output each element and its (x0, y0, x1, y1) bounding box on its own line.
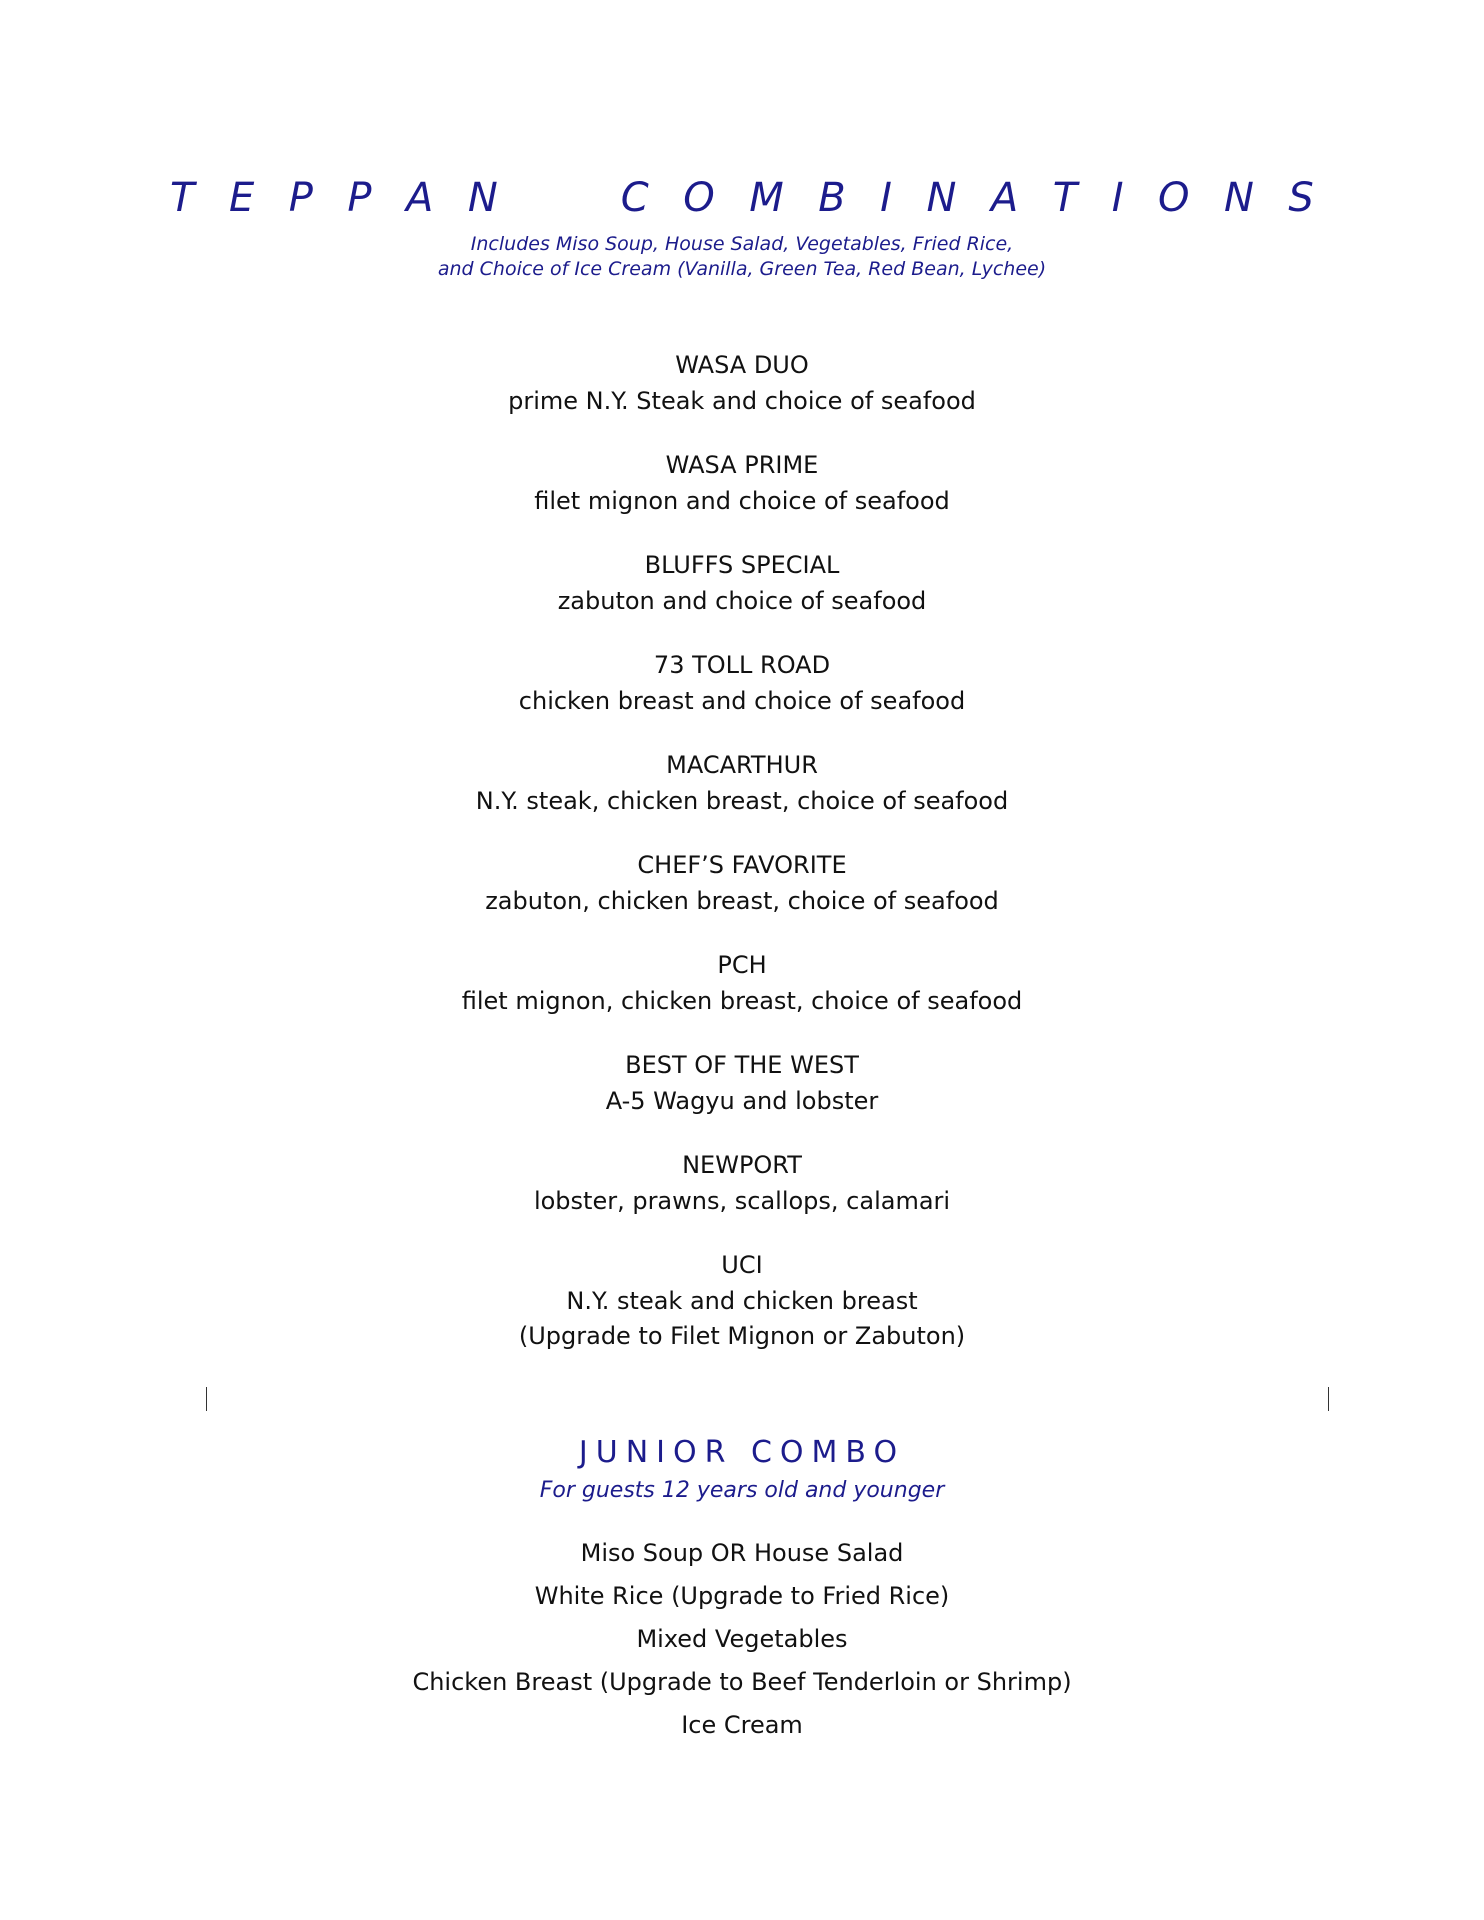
combo-description: N.Y. steak, chicken breast, choice of seafood (475, 786, 1009, 815)
column-marker-left (206, 1387, 207, 1411)
title-letter: N (1223, 175, 1254, 221)
junior-combo-title: JUNIOR COMBO (578, 1435, 906, 1470)
combo-item (0, 348, 1484, 419)
title-letter: I (1111, 175, 1124, 221)
combo-item (0, 1048, 1484, 1119)
junior-item: Ice Cream (681, 1711, 803, 1739)
combo-name: WASA PRIME (665, 451, 819, 479)
includes-note (0, 232, 1484, 282)
column-marker-right (1328, 1387, 1329, 1411)
combo-name: UCI (721, 1251, 763, 1279)
combo-name: BEST OF THE WEST (625, 1051, 859, 1079)
combo-name: NEWPORT (682, 1151, 802, 1179)
combo-description: lobster, prawns, scallops, calamari (533, 1186, 951, 1215)
combo-description: A-5 Wagyu and lobster (605, 1086, 879, 1115)
title-letter: T (170, 175, 195, 221)
combo-description: zabuton and choice of seafood (557, 586, 927, 615)
combo-item (0, 748, 1484, 819)
title-letter: S (1288, 175, 1314, 221)
title-letter: P (288, 175, 313, 221)
combo-description: zabuton, chicken breast, choice of seafood (485, 886, 999, 915)
combo-description: N.Y. steak and chicken breast (566, 1286, 918, 1315)
combo-item (0, 948, 1484, 1019)
combo-name: 73 TOLL ROAD (653, 651, 831, 679)
combo-item (0, 448, 1484, 519)
junior-item: Miso Soup OR House Salad (580, 1539, 904, 1567)
title-letter: A (405, 175, 434, 221)
includes-line-1: Includes Miso Soup, House Salad, Vegetables, Fried Rice, (470, 233, 1014, 255)
combo-description: filet mignon and choice of seafood (534, 486, 950, 515)
combo-name: BLUFFS SPECIAL (644, 551, 840, 579)
junior-combo-items (0, 1532, 1484, 1747)
title-letter: A (990, 175, 1019, 221)
junior-item: Chicken Breast (Upgrade to Beef Tenderloin or Shrimp) (412, 1668, 1072, 1696)
combo-item (0, 648, 1484, 719)
combo-list (0, 348, 1484, 1384)
title-letter: E (228, 175, 255, 221)
combo-name: CHEF’S FAVORITE (637, 851, 847, 879)
junior-item: White Rice (Upgrade to Fried Rice) (534, 1582, 950, 1610)
title-letter: N (467, 175, 498, 221)
combo-item (0, 848, 1484, 919)
combo-description: chicken breast and choice of seafood (518, 686, 966, 715)
page-title (170, 174, 1314, 222)
combo-name: WASA DUO (675, 351, 809, 379)
combo-item (0, 548, 1484, 619)
combo-name: MACARTHUR (666, 751, 818, 779)
combo-upgrade-note: (Upgrade to Filet Mignon or Zabuton) (518, 1322, 966, 1350)
combo-name: PCH (717, 951, 767, 979)
combo-item (0, 1248, 1484, 1355)
title-letter: M (749, 175, 784, 221)
title-letter: T (1052, 175, 1078, 221)
combo-item (0, 1148, 1484, 1219)
title-letter: I (880, 175, 892, 221)
title-letter: O (683, 175, 715, 221)
title-letter: B (818, 175, 846, 221)
junior-combo-subtitle: For guests 12 years old and younger (539, 1478, 945, 1503)
combo-description: prime N.Y. Steak and choice of seafood (508, 386, 976, 415)
title-word-gap (532, 174, 586, 222)
title-letter: O (1157, 175, 1190, 221)
junior-item: Mixed Vegetables (636, 1625, 848, 1653)
title-letter: C (620, 175, 649, 221)
title-letter: P (347, 175, 372, 221)
includes-line-2: and Choice of Ice Cream (Vanilla, Green Tea, Red Bean, Lychee) (437, 258, 1047, 280)
combo-description: filet mignon, chicken breast, choice of seafood (461, 986, 1023, 1015)
title-letter: N (926, 175, 957, 221)
